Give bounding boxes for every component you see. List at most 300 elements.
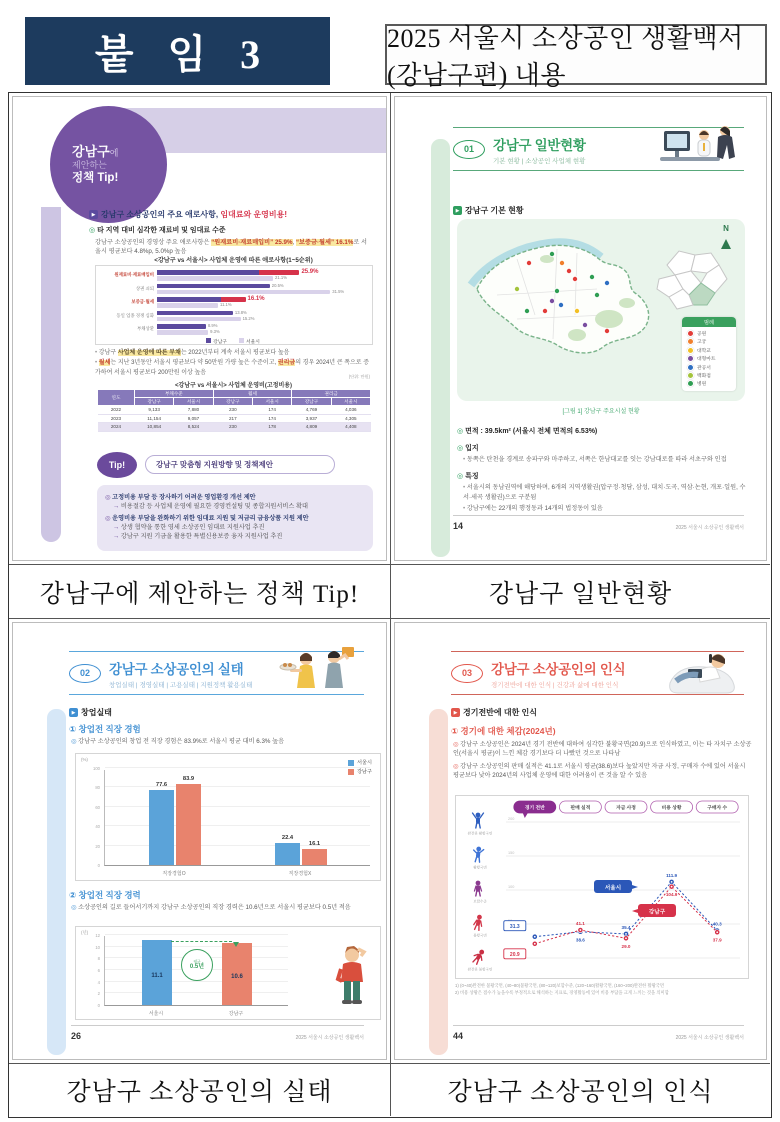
x-category-label: 서울시: [148, 1011, 164, 1017]
caption-policy-tip: 강남구에 제안하는 정책 Tip!: [9, 564, 390, 619]
chart-text: 41.1: [575, 921, 585, 927]
chart-text: 완전한 불황국면: [467, 967, 493, 972]
cell-value: 8,524: [174, 423, 213, 432]
data-point-center: [671, 886, 673, 888]
seoul-bar-value: 21.1%: [275, 275, 287, 281]
tip-title-pill: 강남구 맞춤형 지원방향 및 정책제안: [145, 455, 335, 474]
gangnam-bar-value: 20.5%: [271, 282, 284, 288]
gridline: [105, 946, 288, 947]
seoul-bar-value: 15.2%: [242, 315, 255, 321]
tip-item-head: ◎ 운영비용 부담을 완화하기 위한 임대료 지원 및 저금리 금융상품 지원 제안: [105, 514, 365, 523]
col-sub: 강남구: [292, 398, 331, 406]
chart-text: 104.9: [665, 892, 678, 898]
seoul-bar: [157, 317, 241, 322]
bullet-text: 강남구 소상공인은 2024년 경기 전반에 대하여 심각한 불황국면(20.9)으로 인식하였고, 이는 타 자치구 소상공인(서울시 평균)이 느낀 체감 경기보다 더 나빴던 것으로 나타남: [453, 741, 752, 758]
tip-bullet-text: 강남구 소상공인의 경영상 주요 애로사항은 “원재료비·재료매입비” 25.9%, “보증금·월세” 16.1%로 서울시 평균보다 4.8%p, 5.0%p 높음: [95, 239, 368, 256]
sub2-bullet: ◎ 소상공인의 길로 들어서기까지 강남구 소상공인의 직장 경력은 10.6년으로 서울시 평균보다 0.5년 적음: [71, 904, 351, 911]
gangnam-bar-value: 13.8%: [234, 309, 247, 315]
average-dash-line: [171, 941, 232, 942]
chart-text: 불황국면: [473, 933, 487, 938]
category-pill: [651, 801, 693, 813]
page03-left-stripe: [429, 709, 448, 1055]
cell-value: 3,937: [292, 414, 331, 423]
gangnam-bar: [222, 943, 252, 1005]
chart-text: 활황국면: [473, 865, 487, 870]
note-line: • 강남구 사업체 운영에 따른 부채는 2022년부터 계속 서울시 평균보다 높음: [95, 349, 374, 358]
legend-label: 강남구: [213, 339, 227, 345]
chart-text: 37.9: [712, 937, 722, 943]
chart-text: 20.9: [509, 951, 520, 958]
seoul-bar-value: 31.5%: [332, 288, 345, 294]
seoul-bar: [157, 303, 218, 308]
thinking-person-illustration: [328, 945, 372, 1007]
subtitle-separator: |: [134, 681, 140, 689]
tip-circle-line1: 강남구에: [72, 143, 119, 159]
cell-year: 2023: [98, 414, 135, 423]
data-point-center: [580, 929, 582, 931]
bsi-chart-panel: [455, 795, 749, 979]
note-line: • 월세는 지난 3년동안 서울시 평균보다 약 50만원 가량 높은 수준이고, 권리금의 경우 2024년 큰 폭으로 증가하여 서울시 평균보다 200만원 이상 높음: [95, 359, 374, 378]
level-person-icon: [475, 881, 482, 896]
x-category-label: 직장경험X: [288, 871, 312, 877]
gridline: [105, 767, 370, 768]
y-tick-label: 0: [97, 1003, 100, 1008]
difficulties-chart-title: <강남구 vs 서울시> 사업체 운영에 따른 애로사항(1~5순위): [154, 257, 313, 264]
ring-bullet-icon: ◎: [457, 473, 466, 481]
y-tick-label: 60: [95, 804, 100, 810]
page-number: 44: [453, 1031, 464, 1041]
cell-year: 2022: [98, 406, 135, 415]
legend-pointer: [632, 885, 638, 889]
x-category-label: 직장경험O: [162, 871, 186, 877]
bar-pair: [157, 323, 368, 336]
col-year: 연도: [98, 390, 135, 406]
seoul-bar-line: [157, 303, 368, 309]
difficulties-legend: [98, 338, 368, 345]
bar-value-label: 22.4: [281, 835, 294, 842]
arrow-square-icon: [69, 708, 78, 717]
data-point-center: [534, 936, 536, 938]
legend-label: 대형마트: [697, 357, 716, 363]
thumbnail-general-status: [394, 96, 767, 561]
chart-text: 38.6: [575, 937, 585, 943]
col-sub: 서울시: [331, 398, 370, 406]
legend-item: [206, 338, 227, 345]
chart-text: 완전한 활황국면: [467, 831, 493, 836]
document-title: 2025 서울시 소상공인 생활백서(강남구편) 내용: [385, 24, 767, 85]
tip-item-sub: → 상생 협약을 통한 영세 소상공인 임대료 지원사업 추진: [113, 523, 365, 532]
legend-label: 강남구: [356, 769, 372, 775]
cell-value: 230: [213, 423, 252, 432]
chart-text: 100: [508, 885, 515, 889]
map-legend-item: [682, 363, 736, 371]
page03-footer: [453, 1025, 744, 1041]
fixed-cost-table: [97, 389, 371, 432]
gangnam-bar: [157, 297, 246, 302]
seoul-bar-value: 9.3%: [210, 329, 220, 335]
chart-text: 자금 사정: [616, 806, 636, 812]
gangnam-bar: [176, 784, 201, 865]
footer-text: 2025 서울시 소상공인 생활백서: [675, 525, 744, 531]
section-economy-perception: ▶ 경기전반에 대한 인식: [451, 707, 537, 718]
y-tick-label: 6: [97, 968, 100, 973]
level-person-icon: [473, 813, 484, 828]
relaxing-person-illustration: [662, 643, 742, 695]
bar-pair: [157, 310, 368, 323]
category-pill: [559, 801, 601, 813]
seoul-bar: [157, 290, 330, 295]
bar-category-label: 보증금·월세: [131, 299, 154, 305]
gangnam-bar-value: 8.9%: [207, 323, 218, 329]
cell-value: 230: [213, 406, 252, 415]
thumbnail-small-business-status: [12, 622, 387, 1060]
category-pill: [514, 801, 556, 818]
cell-value: 174: [252, 406, 291, 415]
y-tick-label: 20: [95, 843, 100, 849]
page02-subtitle: [109, 680, 252, 689]
legend-label: 대학교: [697, 348, 711, 354]
fact-line: [457, 443, 748, 464]
tip-item-head: ◎ 고정비용 부담 등 장사하기 어려운 영업환경 개선 제안: [105, 493, 365, 502]
legend-dot-icon: [687, 347, 694, 354]
cell-value: 4,408: [331, 423, 370, 432]
gangnam-bar: [157, 270, 299, 275]
ring-bullet-icon: ◎: [457, 445, 466, 452]
attachment-badge: 붙 임 3: [25, 17, 330, 85]
cell-value: 178: [252, 423, 291, 432]
seoul-bar: [157, 330, 208, 335]
tip-circle-line3: 정책 Tip!: [72, 172, 119, 185]
pill-tail: [523, 813, 528, 818]
cell-value: 4,809: [292, 423, 331, 432]
category-pill: [605, 801, 647, 813]
footer-text: 2025 서울시 소상공인 생활백서: [295, 1035, 364, 1041]
legend-item: [239, 338, 260, 345]
ring-bullet-icon: ◎: [453, 762, 461, 770]
y-tick-label: 4: [97, 979, 100, 985]
caption-general-status: 강남구 일반현황: [390, 564, 770, 619]
bar-row: [98, 296, 368, 309]
fact-bullet: • 강남구에는 22개의 행정동과 14개의 법정동이 있음: [463, 504, 748, 513]
tip-left-stripe: [41, 207, 61, 542]
cell-value: 9,133: [135, 406, 174, 415]
chart-text: 35.4: [621, 924, 631, 930]
gangnam-bar: [302, 849, 327, 865]
y-tick-label: 2: [97, 991, 100, 997]
bar-value-label: 77.6: [155, 781, 168, 788]
gridline: [105, 825, 370, 826]
tip-subheading: ◎ 타 지역 대비 심각한 재료비 및 임대료 수준: [89, 227, 226, 234]
gangnam-bar-value: 16.1%: [247, 296, 265, 303]
data-point-center: [671, 881, 673, 883]
content-grid: [8, 92, 772, 1118]
y-tick-label: 100: [93, 766, 100, 771]
fact-label: 특징: [465, 473, 479, 481]
chart-text: 판매 실적: [570, 806, 591, 812]
bar-value-label: 16.1: [308, 841, 321, 848]
gangnam-bar-line: [157, 324, 368, 330]
footer-text: 2025 서울시 소상공인 생활백서: [675, 1035, 744, 1041]
bar-category-label: 상권 쇠퇴: [135, 285, 154, 291]
fact-label: 면적 : 39.5km² (서울시 전체 면적의 6.53%): [465, 428, 598, 435]
table-row: [98, 406, 371, 415]
tip-item-sub: → 강남구 지원 기금을 활용한 특별신용보증 융자 지원사업 추진: [113, 532, 365, 541]
career-chart: [75, 926, 381, 1020]
data-point-center: [716, 931, 718, 933]
page01-title: 강남구 일반현황: [493, 137, 586, 153]
legend-dot-icon: [687, 372, 694, 379]
legend-label: 서울시: [356, 760, 372, 766]
bar-row: [98, 269, 368, 282]
page01-left-stripe: [431, 139, 450, 557]
sub1-heading: ① 경기에 대한 체감(2024년): [451, 726, 556, 736]
average-annotation: [181, 949, 213, 981]
tip-main-heading: ▶ 강남구 소상공인의 주요 애로사항, 임대료와 운영비용!: [89, 209, 287, 220]
data-point-center: [625, 933, 627, 935]
bar-value-label: 11.1: [151, 973, 163, 980]
category-pill: [696, 801, 738, 813]
policy-tip-circle: [50, 106, 167, 223]
map-legend-item: [682, 338, 736, 346]
arrow-square-icon: [451, 708, 460, 717]
gangnam-bar: [157, 311, 233, 316]
chart-text: 111.9: [666, 872, 678, 878]
cell-value: 11,154: [135, 414, 174, 423]
seoul-bar: [149, 790, 174, 865]
bar-category-label: 동일 업종 경쟁 심화: [116, 312, 154, 318]
page02-footer: [71, 1025, 364, 1041]
subtitle-item: 지원정책 활용실태: [200, 681, 253, 689]
seoul-bar-line: [157, 276, 368, 282]
fixed-cost-table-title: <강남구 vs 서울시> 사업체 운영비(고정비용): [174, 383, 293, 389]
bsi-chart-svg: [456, 796, 746, 976]
subtitle-item: 기본 현황: [493, 157, 520, 165]
seoul-bar-value: 11.1%: [220, 302, 232, 308]
chart-text: 보합수준: [473, 899, 487, 904]
page02-left-stripe: [47, 709, 66, 1055]
y-tick-label: 12: [95, 933, 100, 938]
gangnam-map-panel: [457, 219, 745, 401]
footnote-line: 2) 비용 상황은 점수가 높을수록 부정적으로 해석하는 지표로, 경영활동에 있어 비용 부담을 크게 느끼는 것을 의미함: [455, 989, 669, 995]
level-person-icon: [473, 914, 484, 931]
sub2-heading: ② 창업전 직장 경력: [69, 890, 141, 900]
col-sub: 강남구: [135, 398, 174, 406]
chart-text: 150: [508, 851, 515, 855]
level-person-icon: [472, 846, 484, 862]
seoul-bar-line: [157, 316, 368, 322]
col-sub: 강남구: [213, 398, 252, 406]
legend-dot-icon: [687, 364, 694, 371]
chart-text: 서울시: [604, 885, 622, 892]
chart-text: 강남구: [648, 909, 666, 916]
gangnam-bar-line: [157, 283, 368, 289]
perception-bullets: [453, 740, 752, 783]
subtitle-item: 경기전반에 대한 인식: [491, 681, 552, 689]
map-legend-item: [682, 329, 736, 337]
gangnam-bar-line: [157, 297, 368, 303]
footnote-line: 1) (0~40)완전한 불황국면, (40~80)불황국면, (80~120)보합수준, (120~160)활황국면, (160~200)완전한 활황국면: [455, 983, 665, 988]
tip-body: [97, 485, 373, 551]
seoul-inset-map: [657, 251, 727, 309]
cell-perception: [390, 619, 770, 1063]
map-legend-title: 범례: [682, 317, 736, 327]
seoul-bar-line: [157, 289, 368, 295]
table-row: [98, 414, 371, 423]
table-subheader-row: [98, 398, 371, 406]
table-unit-label: (단위: 만원): [348, 374, 370, 379]
legend-pointer: [632, 909, 638, 913]
perception-bullet: [453, 740, 752, 759]
tip-badge: Tip!: [97, 452, 137, 478]
subtitle-item: 소상공인 사업체 현황: [525, 157, 586, 165]
legend-swatch: [348, 760, 354, 766]
subtitle-item: 경영실태: [139, 681, 165, 689]
page-number: 14: [453, 521, 464, 531]
subtitle-separator: |: [519, 157, 526, 165]
y-tick-label: 80: [95, 785, 100, 791]
map-legend-items: [682, 329, 736, 388]
subtitle-separator: |: [551, 681, 557, 689]
page01-subtitle: [493, 156, 586, 165]
col-group: 부채수준: [135, 390, 214, 398]
tip-notes: [95, 349, 374, 379]
difficulties-chart-rows: [98, 269, 368, 336]
gangnam-bar-line: [157, 270, 368, 276]
y-axis-unit: (%): [81, 757, 88, 762]
gangnam-bar: [157, 284, 270, 289]
subtitle-separator: |: [164, 681, 170, 689]
table-header-row: [98, 390, 371, 398]
floating-legend: [632, 904, 676, 917]
chart-text: 31.3: [509, 923, 520, 930]
y-tick-label: 8: [97, 956, 100, 962]
page03-number-badge: 03: [451, 664, 483, 683]
sub1-heading: ① 창업전 직장 경험: [69, 724, 141, 734]
bullet-text: 강남구 소상공인의 판매 실적은 41.1로 서울시 평균(38.6)보다 높았지만 자금 사정, 구매자 수에 있어 서울시 평균보다 낮아 2024년의 사업체 운영에 대한 어려움이 큰 것을 알 수 있음: [453, 762, 746, 779]
fact-bullet: • 동쪽은 탄천을 경계로 송파구와 마주하고, 서쪽은 한남대교를 잇는 강남대로를 따라 서초구와 인접: [463, 455, 748, 464]
cell-value: 4,769: [292, 406, 331, 415]
map-legend-item: [682, 380, 736, 388]
legend-dot-icon: [687, 380, 694, 387]
caption-perception: 강남구 소상공인의 인식: [390, 1063, 770, 1116]
x-category-label: 강남구: [228, 1011, 244, 1017]
arrow-square-icon: [453, 206, 462, 215]
compass-north: N: [721, 225, 731, 249]
facts-list: [457, 419, 748, 513]
cell-general-status: [390, 93, 770, 564]
chart-text: 구매자 수: [707, 806, 728, 812]
bar-row: [98, 323, 368, 336]
map-legend: [682, 317, 736, 391]
page03-title: 강남구 소상공인의 인식: [491, 661, 626, 677]
gangnam-bar-line: [157, 310, 368, 316]
cell-value: 10,854: [135, 423, 174, 432]
ring-bullet-icon: ◎: [453, 741, 461, 748]
legend-dot-icon: [687, 355, 694, 362]
north-arrow-icon: [721, 234, 731, 249]
table-row: [98, 423, 371, 432]
series-강남구: [504, 884, 722, 959]
legend-item: [348, 759, 372, 766]
cell-value: 174: [252, 414, 291, 423]
tip-item-sub: → 비용절감 등 사업체 운영에 필요한 경영컨설팅 및 종합지원서비스 확대: [113, 502, 365, 511]
tip-circle-line2: 제안하는: [72, 159, 107, 170]
subtitle-item: 건강과 삶에 대한 인식: [556, 681, 619, 689]
section-startup-status: ▶ 창업실태: [69, 707, 112, 718]
bar-pair: [157, 283, 368, 296]
perception-bullet: [453, 762, 752, 781]
sub1-bullet: ◎ 강남구 소상공인의 창업 전 직장 경험은 83.9%로 서울시 평균 대비 6.3% 높음: [71, 738, 285, 745]
legend-label: 관공서: [697, 365, 711, 371]
page02-number-badge: 02: [69, 664, 101, 683]
thumbnail-policy-tip: [12, 96, 387, 561]
arrow-square-icon: [89, 210, 98, 219]
legend-label: 고궁: [697, 340, 707, 346]
legend-label: 공원: [697, 332, 707, 338]
bar-category-label: 원재료비·재료매입비: [114, 272, 154, 278]
caption-small-business-status: 강남구 소상공인의 실태: [9, 1063, 390, 1116]
bar-pair: [157, 269, 368, 282]
seoul-bar: [142, 940, 172, 1005]
bar-pair: [157, 296, 368, 309]
chart-text: 비용 상황: [661, 806, 682, 812]
floating-legend: [594, 880, 638, 893]
bar-value-label: 10.6: [231, 974, 243, 981]
cell-value: 9,057: [174, 414, 213, 423]
gangnam-bar-value: 25.9%: [301, 269, 319, 276]
col-sub: 서울시: [252, 398, 291, 406]
bar-row: [98, 310, 368, 323]
y-tick-label: 10: [95, 944, 100, 950]
legend-label: 서울시: [246, 339, 260, 345]
y-axis-unit: (년): [81, 930, 89, 935]
gangnam-bar: [157, 324, 206, 329]
legend-label: 백화점: [697, 373, 711, 379]
fact-line: [457, 471, 748, 513]
chart-text: 40.3: [712, 921, 722, 927]
legend-swatch: [206, 338, 211, 343]
cell-year: 2024: [98, 423, 135, 432]
page03-subtitle: [491, 680, 625, 689]
plot-area: [104, 770, 370, 866]
annotation-value: 0.5년: [189, 963, 205, 970]
seoul-bar: [157, 276, 273, 281]
difficulties-chart: [95, 265, 373, 345]
subtitle-separator: |: [195, 681, 201, 689]
data-point-center: [625, 937, 627, 939]
gridline: [105, 934, 288, 935]
map-legend-item: [682, 346, 736, 354]
page-number: 26: [71, 1031, 82, 1041]
legend-swatch: [239, 338, 244, 343]
bar-row: [98, 283, 368, 296]
y-tick-label: 0: [97, 863, 100, 868]
fact-label: 입지: [465, 445, 479, 452]
office-workers-illustration: [654, 123, 742, 169]
legend-dot-icon: [687, 330, 694, 337]
gridline: [105, 806, 370, 807]
annotation-label: 평균: [193, 959, 201, 964]
cell-value: 7,880: [174, 406, 213, 415]
subtitle-item: 창업실태: [109, 681, 135, 689]
section-basic-status: ▶ 강남구 기본 현황: [453, 205, 524, 216]
col-group: 월세: [213, 390, 292, 398]
chart-text: 경기 전반: [524, 806, 545, 812]
legend-label: 병원: [697, 382, 707, 388]
page02-title: 강남구 소상공인의 실태: [109, 661, 244, 677]
map-legend-item: [682, 371, 736, 379]
cell-value: 217: [213, 414, 252, 423]
